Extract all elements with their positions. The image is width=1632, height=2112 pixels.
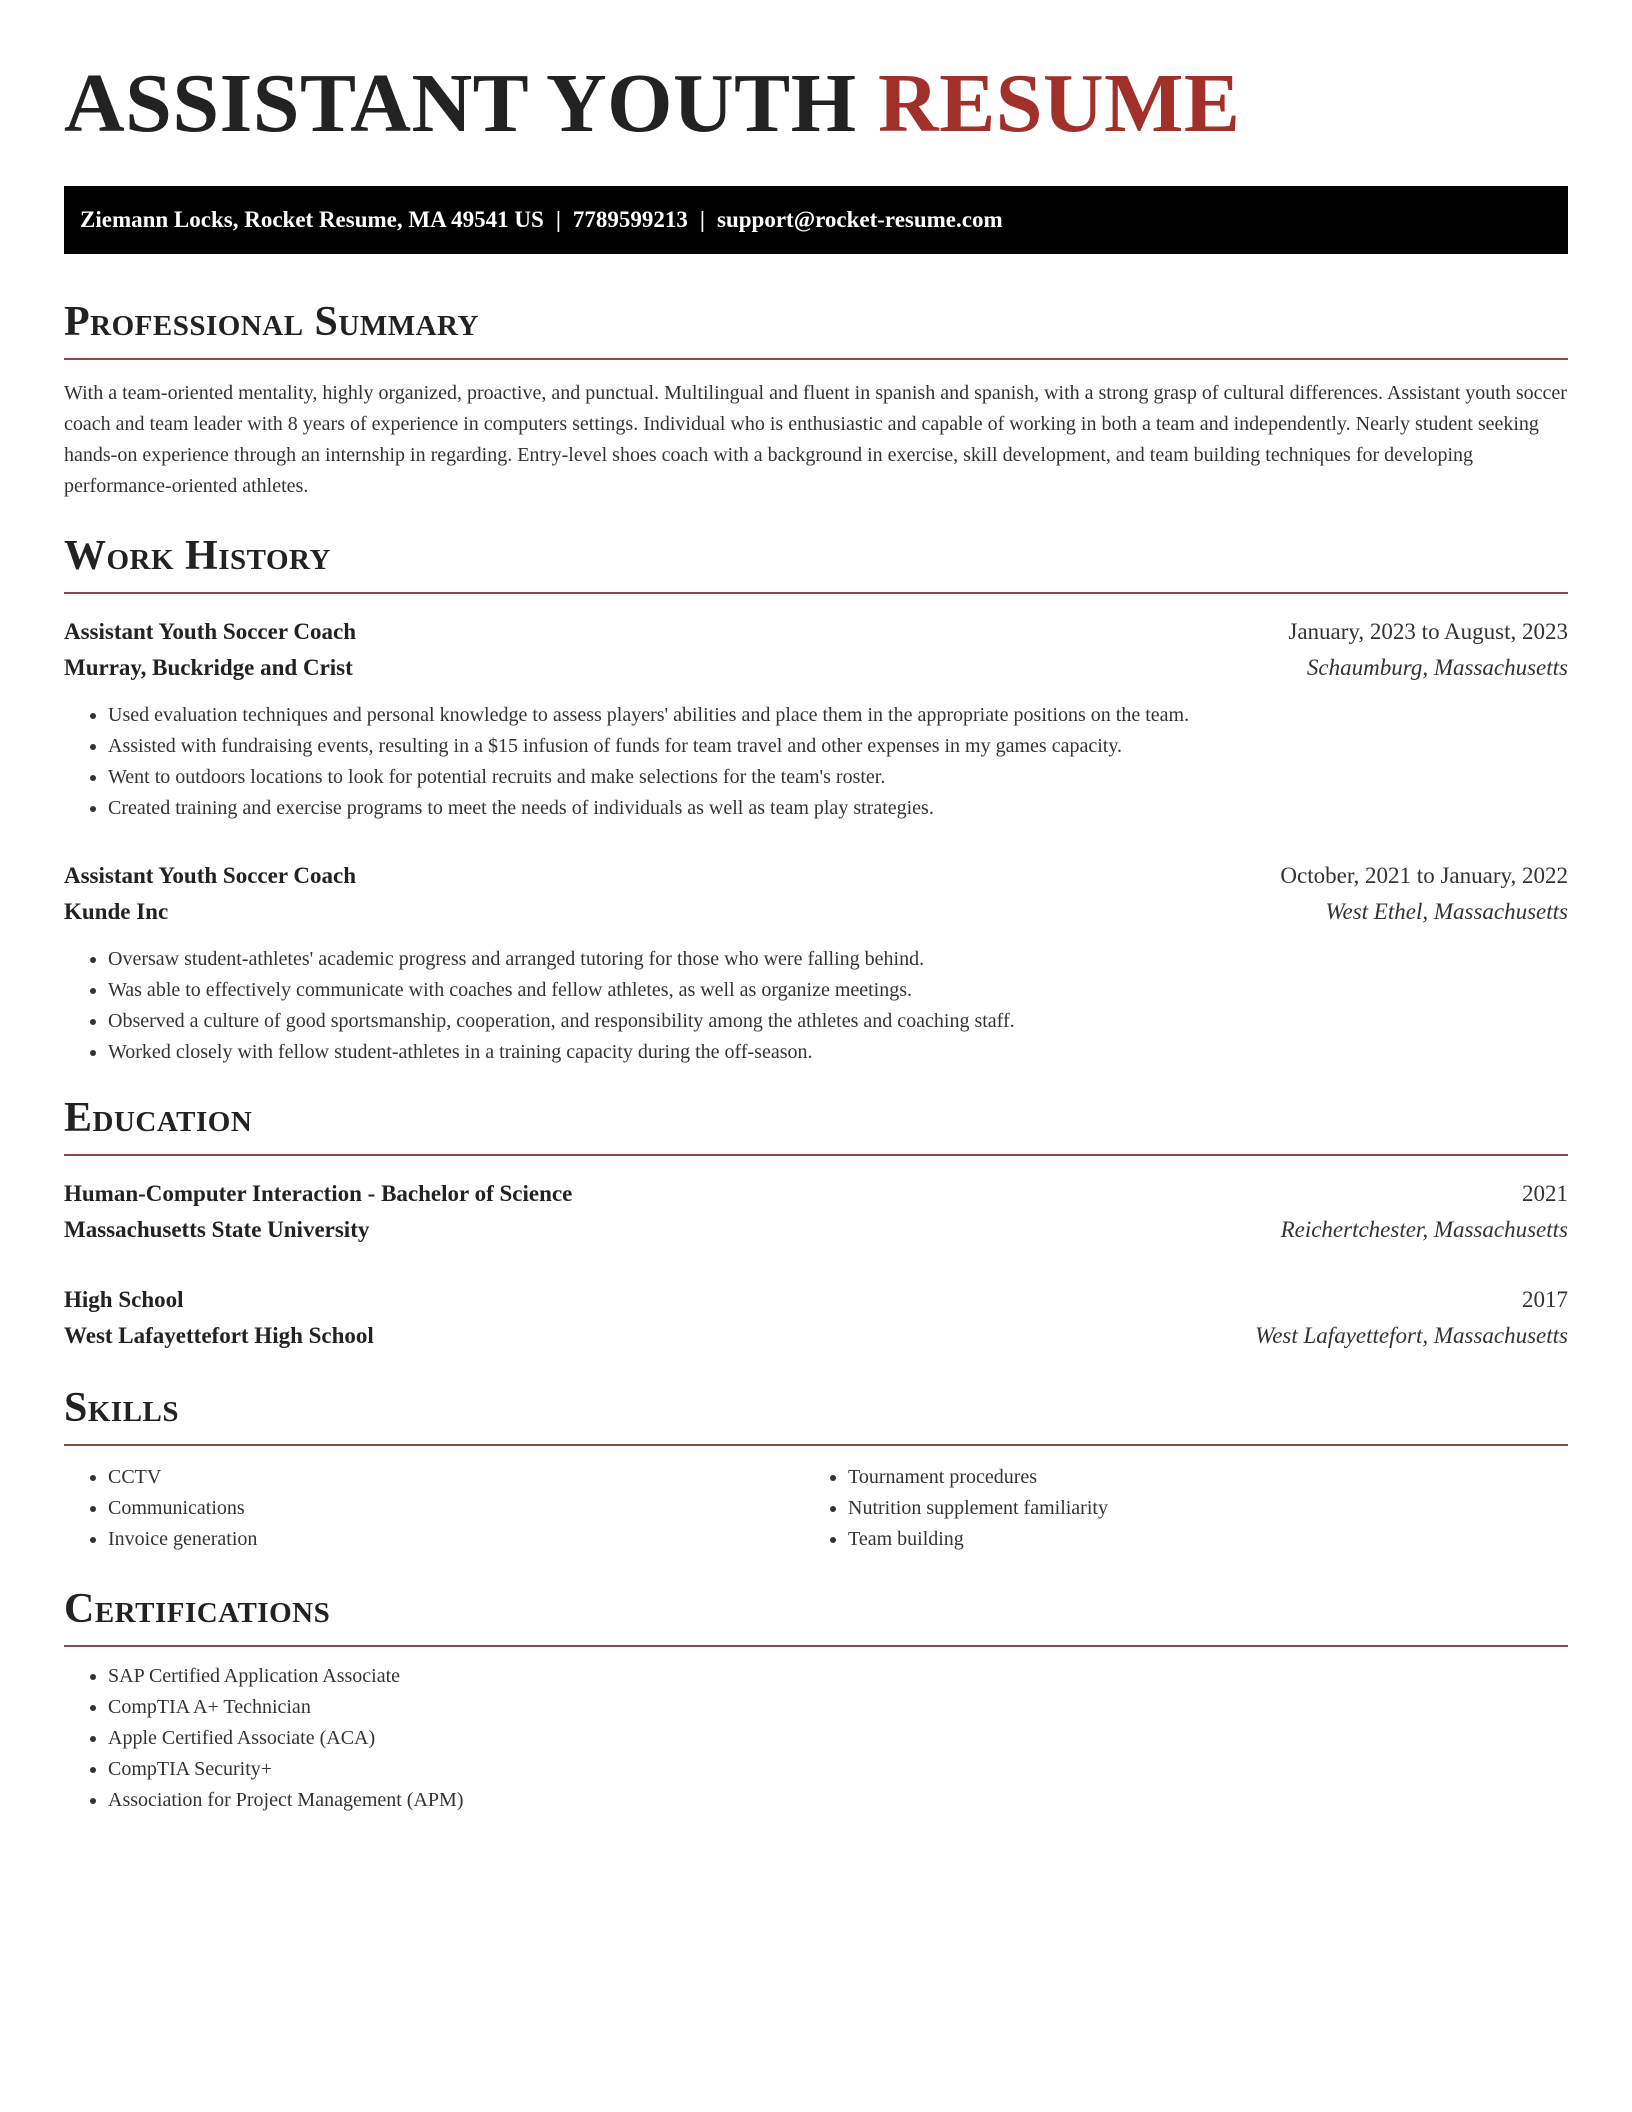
contact-email[interactable]: support@rocket-resume.com (717, 207, 1003, 232)
contact-separator: | (555, 207, 561, 232)
list-item: • Observed a culture of good sportsmanship, cooperation, and responsibility among the athletes and coaching staff. (108, 1006, 1568, 1037)
education-degree: High School (64, 1287, 184, 1312)
contact-phone[interactable]: 7789599213 (572, 207, 688, 232)
skills-section (64, 1384, 1568, 1555)
title-main: ASSISTANT YOUTH (64, 57, 857, 150)
list-item: • CompTIA A+ Technician (108, 1692, 1568, 1723)
contact-bar (64, 186, 1568, 254)
education-location: West Lafayettefort, Massachusetts (1255, 1323, 1568, 1348)
list-item: • Used evaluation techniques and personal knowledge to assess players' abilities and place them in the appropriate positions on the team. (108, 700, 1568, 731)
job-header-row (64, 858, 1568, 894)
skills-grid (64, 1462, 1568, 1555)
list-item: • Assisted with fundraising events, resulting in a $15 infusion of funds for team travel and other expenses in my games capacity. (108, 731, 1568, 762)
contact-address: Ziemann Locks, Rocket Resume, MA 49541 US (80, 207, 544, 232)
job-company: Kunde Inc (64, 899, 169, 924)
job-dates: January, 2023 to August, 2023 (1288, 619, 1568, 644)
list-item: • Worked closely with fellow student-athletes in a training capacity during the off-season. (108, 1037, 1568, 1068)
summary-heading: Professional Summary (64, 298, 1568, 360)
certifications-section (64, 1585, 1568, 1816)
education-entry (64, 1282, 1568, 1354)
summary-text: With a team-oriented mentality, highly organized, proactive, and punctual. Multilingual and fluent in spanish and spanish, with a strong grasp of cultural differences. Assistant youth soccer coach and team leader with 8 years of experience in computers settings. Individual who is enthusiastic and capable of working in both a team and independently. Nearly student seeking hands-on experience through an internship in regarding. Entry-level shoes coach with a background in exercise, skill development, and team building techniques for developing performance-oriented athletes. (64, 382, 1567, 497)
job-entry (64, 614, 1568, 824)
list-item: • Communications (108, 1493, 804, 1524)
education-degree-row (64, 1176, 1568, 1212)
skills-column-left (64, 1462, 804, 1555)
contact-separator: | (699, 207, 705, 232)
list-item: • Created training and exercise programs to meet the needs of individuals as well as team play strategies. (108, 793, 1568, 824)
job-entry (64, 858, 1568, 1068)
list-item: • Was able to effectively communicate with coaches and fellow athletes, as well as organize meetings. (108, 975, 1568, 1006)
list-item: • Team building (848, 1524, 1544, 1555)
list-item: • Apple Certified Associate (ACA) (108, 1723, 1568, 1754)
education-degree-row (64, 1282, 1568, 1318)
list-item: • Tournament procedures (848, 1462, 1544, 1493)
title-accent: RESUME (878, 57, 1241, 150)
summary-section (64, 298, 1568, 502)
job-dates: October, 2021 to January, 2022 (1280, 863, 1568, 888)
job-company: Murray, Buckridge and Crist (64, 655, 353, 680)
certifications-list (64, 1661, 1568, 1816)
education-school: West Lafayettefort High School (64, 1323, 374, 1348)
education-year: 2017 (1522, 1287, 1568, 1312)
job-company-row (64, 894, 1568, 930)
list-item: • CompTIA Security+ (108, 1754, 1568, 1785)
certifications-heading: Certifications (64, 1585, 1568, 1647)
job-location: Schaumburg, Massachusetts (1306, 655, 1568, 680)
list-item: • Oversaw student-athletes' academic progress and arranged tutoring for those who were falling behind. (108, 944, 1568, 975)
job-bullets (64, 944, 1568, 1068)
education-school-row (64, 1212, 1568, 1248)
education-entry (64, 1176, 1568, 1248)
list-item: • Association for Project Management (APM) (108, 1785, 1568, 1816)
job-title: Assistant Youth Soccer Coach (64, 863, 356, 888)
list-item: • Invoice generation (108, 1524, 804, 1555)
education-heading: Education (64, 1094, 1568, 1156)
education-year: 2021 (1522, 1181, 1568, 1206)
education-location: Reichertchester, Massachusetts (1280, 1217, 1568, 1242)
resume-title (64, 56, 1568, 152)
job-location: West Ethel, Massachusetts (1325, 899, 1568, 924)
education-section (64, 1094, 1568, 1354)
skills-heading: Skills (64, 1384, 1568, 1446)
job-header-row (64, 614, 1568, 650)
list-item: • Nutrition supplement familiarity (848, 1493, 1544, 1524)
list-item: • CCTV (108, 1462, 804, 1493)
work-section (64, 532, 1568, 1068)
education-school: Massachusetts State University (64, 1217, 370, 1242)
education-degree: Human-Computer Interaction - Bachelor of Science (64, 1181, 573, 1206)
job-company-row (64, 650, 1568, 686)
work-heading: Work History (64, 532, 1568, 594)
education-school-row (64, 1318, 1568, 1354)
skills-column-right (804, 1462, 1544, 1555)
job-bullets (64, 700, 1568, 824)
list-item: • Went to outdoors locations to look for potential recruits and make selections for the team's roster. (108, 762, 1568, 793)
job-title: Assistant Youth Soccer Coach (64, 619, 356, 644)
list-item: • SAP Certified Application Associate (108, 1661, 1568, 1692)
